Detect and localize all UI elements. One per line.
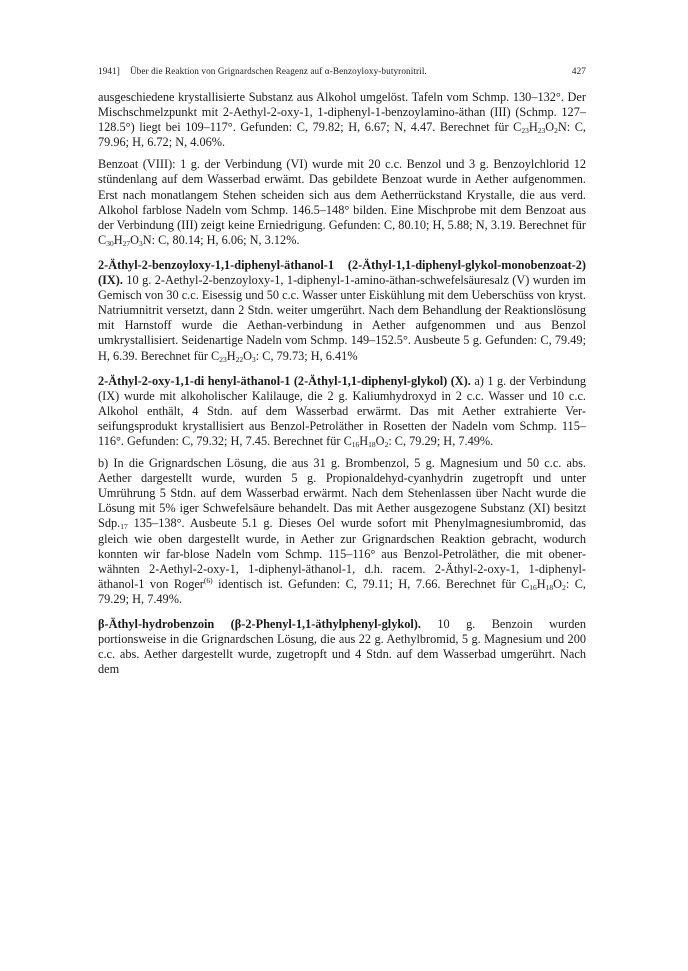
subscript: 16 <box>529 582 537 592</box>
page <box>98 66 586 684</box>
text: a) 1 g. der Verbindung (IX) wurde mit alkoholischer Kalilauge, die 2 g. Kaliumhydroxyd in 2 c.c. Wasser und 10 c.c. Alkohol enthält, 4 Stdn. auf dem Wasserbad erwärmt. Das mit Aether extrahierte Ver-seifungsprodukt krystallisiert aus Benzol-Petroläther in Rosetten der Nadeln vom Schmp. 115–116°. Gefunden: C, 79.32; H, 7.45. Berechnet für C <box>98 373 586 448</box>
section-heading: 2-Äthyl-2-benzoyloxy-1,1-diphenyl-äthanol-1 (2-Äthyl-1,1-diphenyl-glykol-monobenzoat-2) (IX). <box>98 257 586 288</box>
text: H <box>359 433 369 448</box>
paragraph-glykol-b <box>98 456 586 607</box>
text: identisch ist. Gefunden: C, 79.11; H, 7.66. Berechnet für C <box>212 576 530 591</box>
text: 10 g. Benzoin wurden portionsweise in die Grignardschen Lösung, die aus 22 g. Aethylbromid, 5 g. Magnesium und 200 c.c. abs. Aether dargestellt wurde, zugetropft und 4 Stdn. auf dem Wasserbad umgerührt. Nach dem <box>98 617 586 677</box>
paragraph-monobenzoat <box>98 258 586 364</box>
text: : C, 79.73; H, 6.41% <box>255 348 358 363</box>
text: : C, 79.29; H, 7.49%. <box>388 433 494 448</box>
text: H <box>226 348 236 363</box>
text: N: C, 79.96; H, 6.72; N, 4.06%. <box>98 120 586 150</box>
text: O <box>375 433 385 448</box>
paragraph-1 <box>98 90 586 150</box>
text: H <box>113 232 123 247</box>
paragraph-hydrobenzoin <box>98 617 586 677</box>
text: H <box>536 576 546 591</box>
subscript: 23 <box>219 354 227 364</box>
paragraph-glykol-a <box>98 374 586 449</box>
header-title: Über die Reaktion von Grignardschen Reagenz auf α-Benzoyloxy-butyronitril. <box>129 66 427 76</box>
page-number: 427 <box>571 66 586 76</box>
text: O <box>130 232 139 247</box>
text: b) In die Grignardschen Lösung, die aus 31 g. Brombenzol, 5 g. Magnesium und 50 c.c. abs. Aether dargestellt wurde, wurden 5 g. Propionaldehyd-cyanhydrin zugetropft und unter Umrührung 5 Stdn. auf dem Wasserbad erwärmt. Nach dem Stehenlassen über Nacht wurde die Lösung mit 5% iger Schwefelsäure behandelt. Das mit Aether ausgezogene Substanz (XI) besitzt Sdp. <box>98 456 586 531</box>
text: O <box>243 348 253 363</box>
subscript: 17 <box>120 522 128 532</box>
text: O <box>545 120 555 135</box>
header-year: 1941] <box>98 66 120 76</box>
reference-superscript: (6) <box>203 575 213 585</box>
paragraph-benzoat <box>98 157 586 248</box>
text: H <box>528 120 538 135</box>
text: 10 g. 2-Aethyl-2-benzoyloxy-1, 1-diphenyl-1-amino-äthan-schwefelsäuresalz (V) wurden im Gemisch von 30 c.c. Eisessig und 50 c.c. Wasser unter Eiskühlung mit dem Ueberschüss von kryst. Natriumnitrit versetzt, dann 2 Stdn. weiter umgerührt. Nach dem Behandlung der Reaktionslösung mit Harnstoff wurde die Aethan-verbindung in Aether aufgenommen und aus Benzol umkrystallisiert. Seidenartige Nadeln vom Schmp. 149–152.5°. Ausbeute 5 g. Gefunden: C, 79.49; H, 6.39. Berechnet für C <box>98 273 586 363</box>
section-heading: 2-Äthyl-2-oxy-1,1-di henyl-äthanol-1 (2-Äthyl-1,1-diphenyl-glykol) (X). <box>98 373 471 388</box>
text: N: C, 80.14; H, 6.06; N, 3.12%. <box>142 232 300 247</box>
subscript: 3 <box>252 354 256 364</box>
text: Benzoat (VIII): 1 g. der Verbindung (VI) wurde mit 20 c.c. Benzol und 3 g. Benzoylchlorid 12 stündenlang auf dem Wasserbad erwämt. Das gebildete Benzoat wurde in Aether aufgenommen. Erst nach monatlangem Stehen scheiden sich aus dem Aetherrückstand Krystalle, die aus verd. Alkohol farblose Nadeln vom Schmp. 146.5–148° bilden. Eine Mischprobe mit dem Benzoat aus der Verbindung (III) zeigt keine Erniedrigung. Gefunden: C, 80.10; H, 5.88; N, 3.19. Berechnet für C <box>98 157 586 247</box>
text: ausgeschiedene krystallisierte Substanz aus Alkohol umgelöst. Tafeln vom Schmp. 130–132°. Der Mischschmelzpunkt mit 2-Aethyl-2-oxy-1, 1-diphenyl-1-benzoylamino-äthan (III) (Schmp. 127–128.5°) liegt bei 109–117°. Gefunden: C, 79.82; H, 6.67; N, 4.47. Berechnet für C <box>98 90 586 135</box>
subscript: 23 <box>537 126 546 136</box>
subscript: 16 <box>351 439 360 449</box>
running-header <box>98 66 586 76</box>
subscript: 27 <box>122 238 131 248</box>
text: O <box>553 576 563 591</box>
subscript: 23 <box>521 126 529 136</box>
section-heading: β-Äthyl-hydrobenzoin (β-2-Phenyl-1,1-äthylphenyl-glykol). <box>98 617 421 631</box>
subscript: 22 <box>235 354 244 364</box>
subscript: 2 <box>562 582 566 592</box>
subscript: 30 <box>106 238 114 248</box>
subscript: 2 <box>384 439 389 449</box>
subscript: 3 <box>138 238 143 248</box>
subscript: 18 <box>368 439 376 449</box>
subscript: 18 <box>545 582 554 592</box>
text: 135–138°. Ausbeute 5.1 g. Dieses Oel wurde sofort mit Phenylmagnesiumbromid, das gleich wie oben dargestellt wurde, in Aether zur Grignardschen Reaktion gebracht, wodurch konnten wir far-blose Nadeln vom Schmp. 115–116° aus Benzol-Petroläther, die mit obener-wähnten 2-Aethyl-2-oxy-1, 1-diphenyl-äthanol-1, d.h. racem. 2-Äthyl-2-oxy-1, 1-diphenyl-äthanol-1 von Roger <box>98 516 586 591</box>
subscript: 2 <box>554 126 558 136</box>
text: : C, 79.29; H, 7.49%. <box>98 576 586 606</box>
